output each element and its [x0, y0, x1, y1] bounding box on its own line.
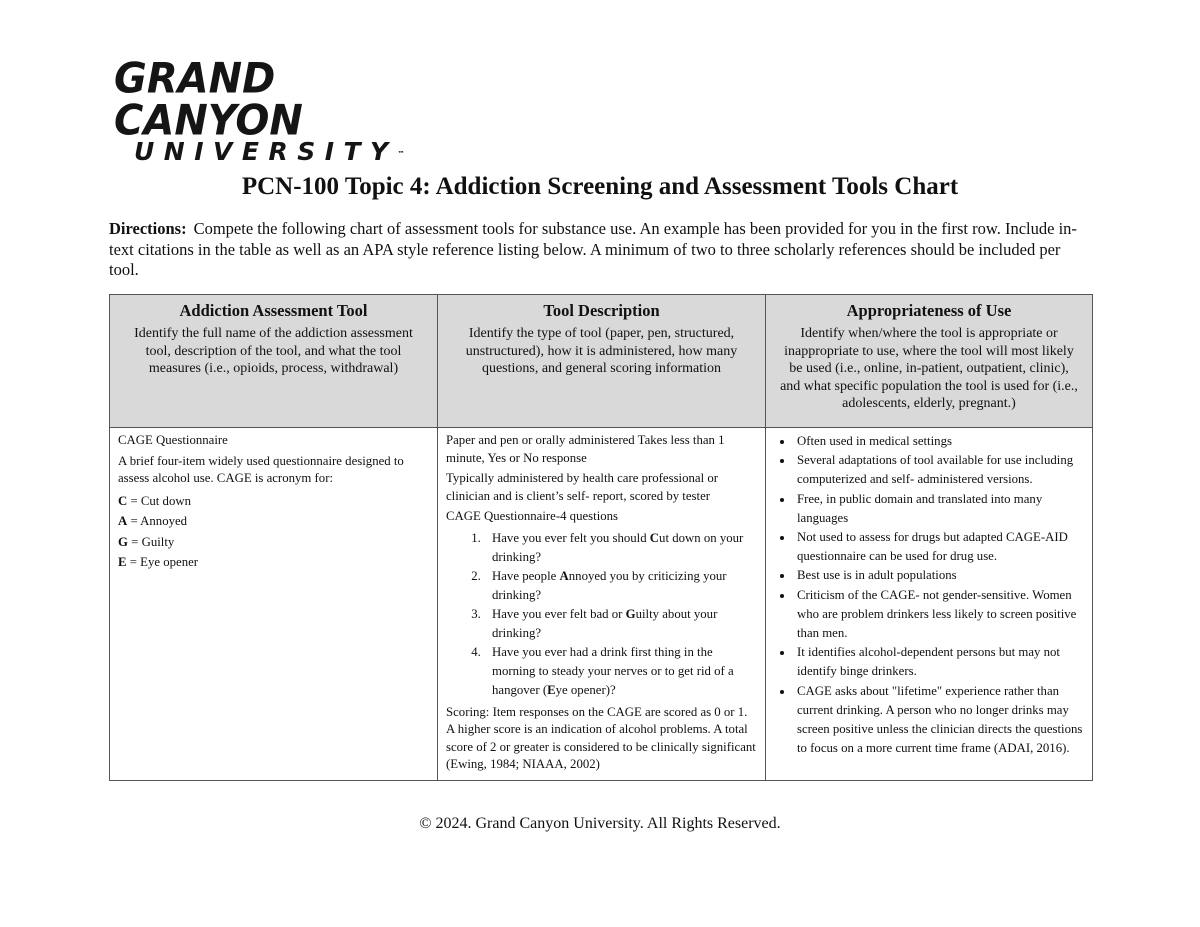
list-item: • Best use is in adult populations — [794, 566, 1084, 585]
assessment-tools-table — [109, 294, 1093, 781]
header-description: Identify the full name of the addiction assessment tool, description of the tool, and what the tool measures (i.e., opioids, process, withdrawal) — [134, 326, 413, 376]
list-item — [484, 605, 757, 643]
question-text: uilty about your drinking? — [492, 606, 718, 640]
administrator-text: Typically administered by health care professional or clinician and is client’s self- report, scored by tester — [446, 471, 719, 503]
cell-tool-name — [110, 428, 438, 781]
acronym-line — [118, 493, 429, 511]
acronym-line — [118, 554, 429, 572]
appropriateness-list — [774, 432, 1084, 758]
list-item: • CAGE asks about "lifetime" experience rather than current drinking. A person who no longer drinks may screen positive unless the clinician directs the questions to focus on a more current time frame (ADAI, 2016). — [794, 682, 1084, 759]
page-title: PCN-100 Topic 4: Addiction Screening and Assessment Tools Chart — [241, 173, 959, 200]
acronym-meaning: = Guilty — [127, 534, 175, 549]
acronym-meaning: = Annoyed — [127, 514, 188, 528]
question-key-letter: C — [649, 530, 660, 545]
logo-university-text: UNIVERSITY — [134, 137, 398, 166]
directions-paragraph — [109, 219, 1094, 281]
acronym-letter: A — [118, 514, 128, 528]
table-header-row — [110, 295, 1093, 428]
header-cell-tool-description — [438, 295, 766, 428]
header-description: Identify the type of tool (paper, pen, structured, unstructured), how it is administered, how many questions, and general scoring information — [465, 326, 738, 376]
logo-wordmark-grand-canyon: GRAND CANYON — [114, 54, 303, 146]
questions-heading: CAGE Questionnaire-4 questions — [446, 509, 619, 523]
acronym-letter: C — [118, 493, 128, 508]
header-title: Tool Description — [543, 301, 660, 320]
tool-name: CAGE Questionnaire — [118, 433, 228, 447]
list-item — [484, 643, 757, 700]
question-text: ye opener)? — [555, 682, 616, 697]
question-key-letter: A — [559, 568, 569, 583]
header-title: Appropriateness of Use — [846, 301, 1012, 320]
cell-appropriateness — [766, 428, 1093, 781]
question-key-letter: E — [547, 682, 556, 697]
acronym-letter: E — [118, 555, 127, 569]
copyright-footer: © 2024. Grand Canyon University. All Rights Reserved. — [419, 815, 781, 832]
header-cell-assessment-tool — [110, 295, 438, 428]
question-text: nnoyed you by criticizing your drinking? — [492, 568, 727, 602]
acronym-line — [118, 534, 429, 552]
question-text: Have you ever felt bad or — [492, 606, 626, 621]
list-item — [484, 567, 757, 605]
acronym-meaning: = Cut down — [127, 493, 191, 508]
tool-intro: A brief four-item widely used questionnaire designed to assess alcohol use. CAGE is acronym for: — [118, 453, 404, 485]
administration-text: Paper and pen or orally administered Takes less than 1 minute, Yes or No response — [446, 433, 725, 465]
list-item: • Criticism of the CAGE- not gender-sensitive. Women who are problem drinkers less likely to screen positive than men. — [794, 586, 1084, 644]
list-item: • Often used in medical settings — [794, 432, 1084, 451]
question-text: Have you ever had a drink first thing in the morning to steady your nerves or to get rid of a hangover ( — [492, 644, 734, 697]
list-item — [484, 529, 757, 567]
question-text: Have people — [492, 568, 560, 583]
question-key-letter: G — [625, 606, 636, 621]
questions-list — [446, 529, 757, 700]
header-title: Addiction Assessment Tool — [179, 301, 368, 320]
question-text: ut down on your drinking? — [492, 530, 744, 564]
list-item: • Several adaptations of tool available for use including computerized and self- administered versions. — [794, 451, 1084, 489]
university-logo — [114, 54, 434, 166]
header-description: Identify when/where the tool is appropriate or inappropriate to use, where the tool will most likely be used (i.e., online, in-patient, outpatient, clinic), and what specific population the tool is used for (i.e., adolescents, elderly, pregnant.) — [780, 326, 1078, 411]
directions-text: Compete the following chart of assessment tools for substance use. An example has been provided for you in the first row. Include in-text citations in the table as well as an APA style reference listing below. A minimum of two to three scholarly references should be included per tool. — [109, 219, 1077, 279]
list-item: • Not used to assess for drugs but adapted CAGE-AID questionnaire can be used for drug use. — [794, 528, 1084, 566]
scoring-text: Scoring: Item responses on the CAGE are scored as 0 or 1. A higher score is an indication of alcohol problems. A total score of 2 or greater is considered to be clinically significant (Ewing, 1984; NIAAA, 2002) — [446, 704, 756, 771]
list-item: • Free, in public domain and translated into many languages — [794, 490, 1084, 528]
logo-trademark: ™ — [397, 150, 405, 158]
table-row — [110, 428, 1093, 781]
acronym-letter: G — [118, 534, 128, 549]
list-item: • It identifies alcohol-dependent persons but may not identify binge drinkers. — [794, 643, 1084, 681]
acronym-line — [118, 513, 429, 531]
question-text: Have you ever felt you should — [492, 530, 650, 545]
header-cell-appropriateness — [766, 295, 1093, 428]
acronym-meaning: = Eye opener — [126, 555, 199, 569]
cell-tool-description — [438, 428, 766, 781]
directions-label: Directions: — [109, 219, 187, 238]
